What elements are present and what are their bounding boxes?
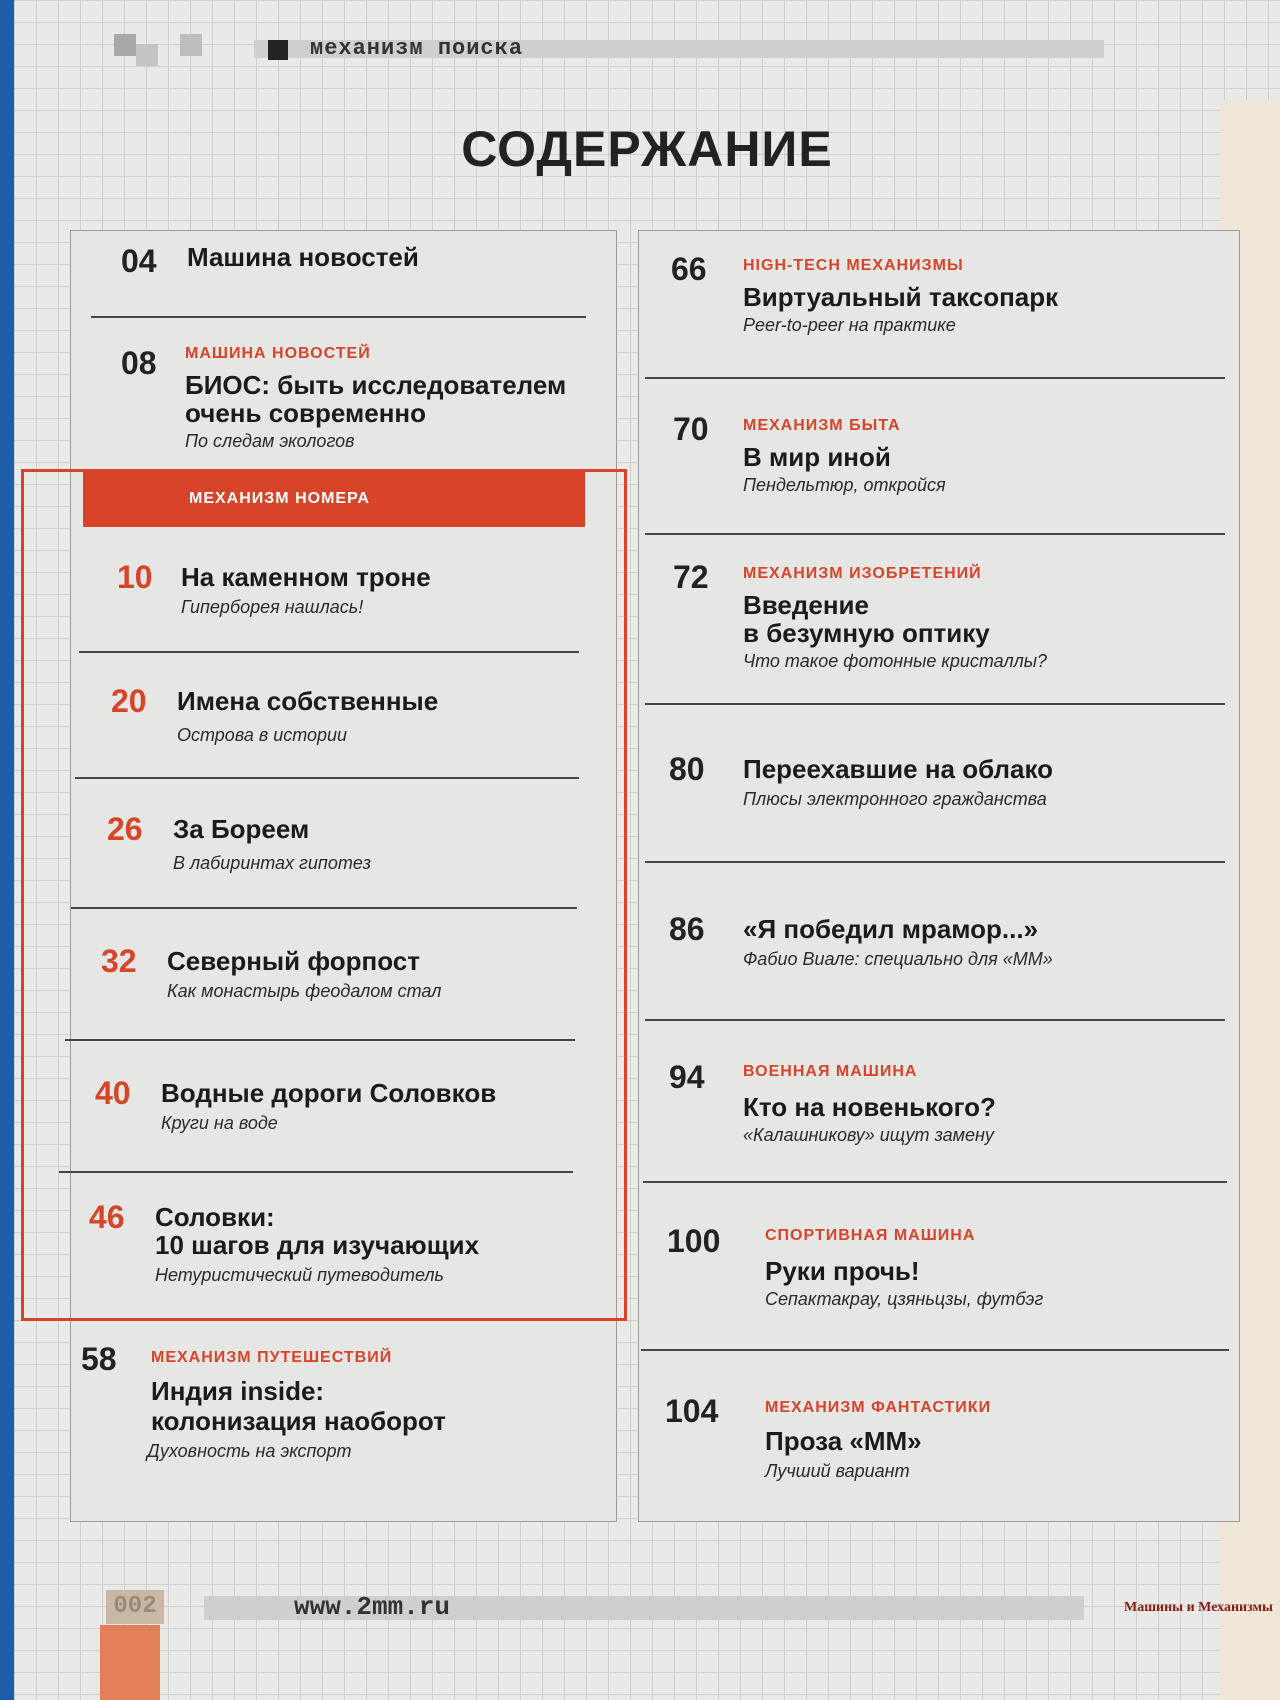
toc-right-column <box>638 230 1240 1522</box>
divider <box>59 1171 573 1173</box>
entry-subtitle: Peer-to-peer на практике <box>743 315 956 335</box>
section-header <box>114 34 1094 64</box>
pixel-decoration <box>114 34 136 56</box>
magazine-page <box>14 0 1280 1700</box>
page-title: СОДЕРЖАНИЕ <box>461 121 833 177</box>
divider <box>79 651 579 653</box>
divider <box>645 377 1225 379</box>
divider <box>645 703 1225 705</box>
entry-subtitle: Плюсы электронного гражданства <box>743 789 1047 809</box>
page-number: 32 <box>101 943 137 979</box>
divider <box>75 777 579 779</box>
page-number: 40 <box>95 1075 131 1111</box>
entry-title: На каменном троне <box>181 562 431 592</box>
entry-title: Соловки: <box>155 1202 275 1232</box>
entry-title: колонизация наоборот <box>151 1406 446 1436</box>
entry-subtitle: В лабиринтах гипотез <box>173 853 372 873</box>
entry-subtitle: Пендельтюр, откройся <box>743 475 946 495</box>
entry-title: 10 шагов для изучающих <box>155 1230 480 1260</box>
page-number: 70 <box>673 411 709 447</box>
entry-rubric: МЕХАНИЗМ БЫТА <box>743 417 901 434</box>
divider <box>65 1039 575 1041</box>
page-number: 80 <box>669 751 705 787</box>
entry-subtitle: Лучший вариант <box>765 1461 910 1481</box>
entry-title: Руки прочь! <box>765 1256 920 1286</box>
entry-subtitle: Нетуристический путеводитель <box>155 1265 444 1285</box>
entry-title: в безумную оптику <box>743 618 990 648</box>
entry-rubric: МЕХАНИЗМ ИЗОБРЕТЕНИЙ <box>743 565 982 582</box>
magazine-name: Машины и Механизмы <box>1124 1600 1273 1615</box>
page-number: 86 <box>669 911 705 947</box>
entry-subtitle: По следам экологов <box>185 431 355 451</box>
entry-rubric: МАШИНА НОВОСТЕЙ <box>185 345 371 362</box>
footer-url: www.2mm.ru <box>294 1592 451 1622</box>
entry-subtitle: Духовность на экспорт <box>147 1441 352 1461</box>
page-footer <box>94 1590 1274 1624</box>
divider <box>645 1019 1225 1021</box>
entry-rubric: СПОРТИВНАЯ МАШИНА <box>765 1227 976 1244</box>
entry-rubric: ВОЕННАЯ МАШИНА <box>743 1063 918 1080</box>
page-number: 94 <box>669 1059 705 1095</box>
page-number: 100 <box>667 1223 721 1259</box>
divider <box>91 316 586 318</box>
entry-title: Имена собственные <box>177 686 439 716</box>
pixel-decoration <box>180 34 202 56</box>
entry-subtitle: «Калашникову» ищут замену <box>743 1125 994 1145</box>
entry-subtitle: Фабио Виале: специально для «ММ» <box>743 949 1053 969</box>
toc-left-column <box>70 230 617 1522</box>
page-number: 104 <box>665 1393 719 1429</box>
entry-title: Водные дороги Соловков <box>161 1078 497 1108</box>
entry-subtitle: Круги на воде <box>161 1113 278 1133</box>
pixel-decoration <box>136 44 158 66</box>
entry-rubric: МЕХАНИЗМ ПУТЕШЕСТВИЙ <box>151 1349 393 1366</box>
entry-title: В мир иной <box>743 442 891 472</box>
section-name: механизм поиска <box>310 36 524 61</box>
entry-subtitle: Острова в истории <box>177 725 348 745</box>
page-number: 72 <box>673 559 709 595</box>
page-number: 20 <box>111 683 147 719</box>
entry-subtitle: Сепактакрау, цзяньцзы, футбэг <box>765 1289 1044 1309</box>
entry-title: Кто на новенького? <box>743 1092 996 1122</box>
entry-subtitle: Что такое фотонные кристаллы? <box>743 651 1048 671</box>
page-number: 08 <box>121 345 157 381</box>
footer-accent-strip <box>100 1625 160 1700</box>
page-number: 04 <box>121 243 157 279</box>
featured-label: МЕХАНИЗМ НОМЕРА <box>189 490 370 507</box>
entry-rubric: HIGH-TECH МЕХАНИЗМЫ <box>743 257 964 274</box>
page-number: 58 <box>81 1341 117 1377</box>
entry-subtitle: Гиперборея нашлась! <box>181 597 364 617</box>
divider <box>71 907 577 909</box>
entry-title: очень современно <box>185 398 427 428</box>
entry-title: Индия inside: <box>151 1376 325 1406</box>
footer-page-number: 002 <box>106 1590 164 1624</box>
divider <box>645 533 1225 535</box>
page-number: 10 <box>117 559 153 595</box>
entry-title: Переехавшие на облако <box>743 754 1054 784</box>
entry-title: «Я победил мрамор...» <box>743 914 1039 944</box>
divider <box>641 1349 1229 1351</box>
entry-subtitle: Как монастырь феодалом стал <box>167 981 442 1001</box>
entry-title: Виртуальный таксопарк <box>743 282 1059 312</box>
entry-title: Введение <box>743 590 869 620</box>
page-number: 66 <box>671 251 707 287</box>
entry-title: Проза «ММ» <box>765 1426 922 1456</box>
page-number: 26 <box>107 811 143 847</box>
divider <box>645 861 1225 863</box>
entry-title: Машина новостей <box>187 242 419 272</box>
featured-label-band <box>83 471 585 527</box>
section-marker-icon <box>268 40 288 60</box>
entry-rubric: МЕХАНИЗМ ФАНТАСТИКИ <box>765 1399 992 1416</box>
entry-title: За Бореем <box>173 814 310 844</box>
entry-title: Северный форпост <box>167 946 420 976</box>
page-number: 46 <box>89 1199 125 1235</box>
divider <box>643 1181 1227 1183</box>
entry-title: БИОС: быть исследователем <box>185 370 567 400</box>
